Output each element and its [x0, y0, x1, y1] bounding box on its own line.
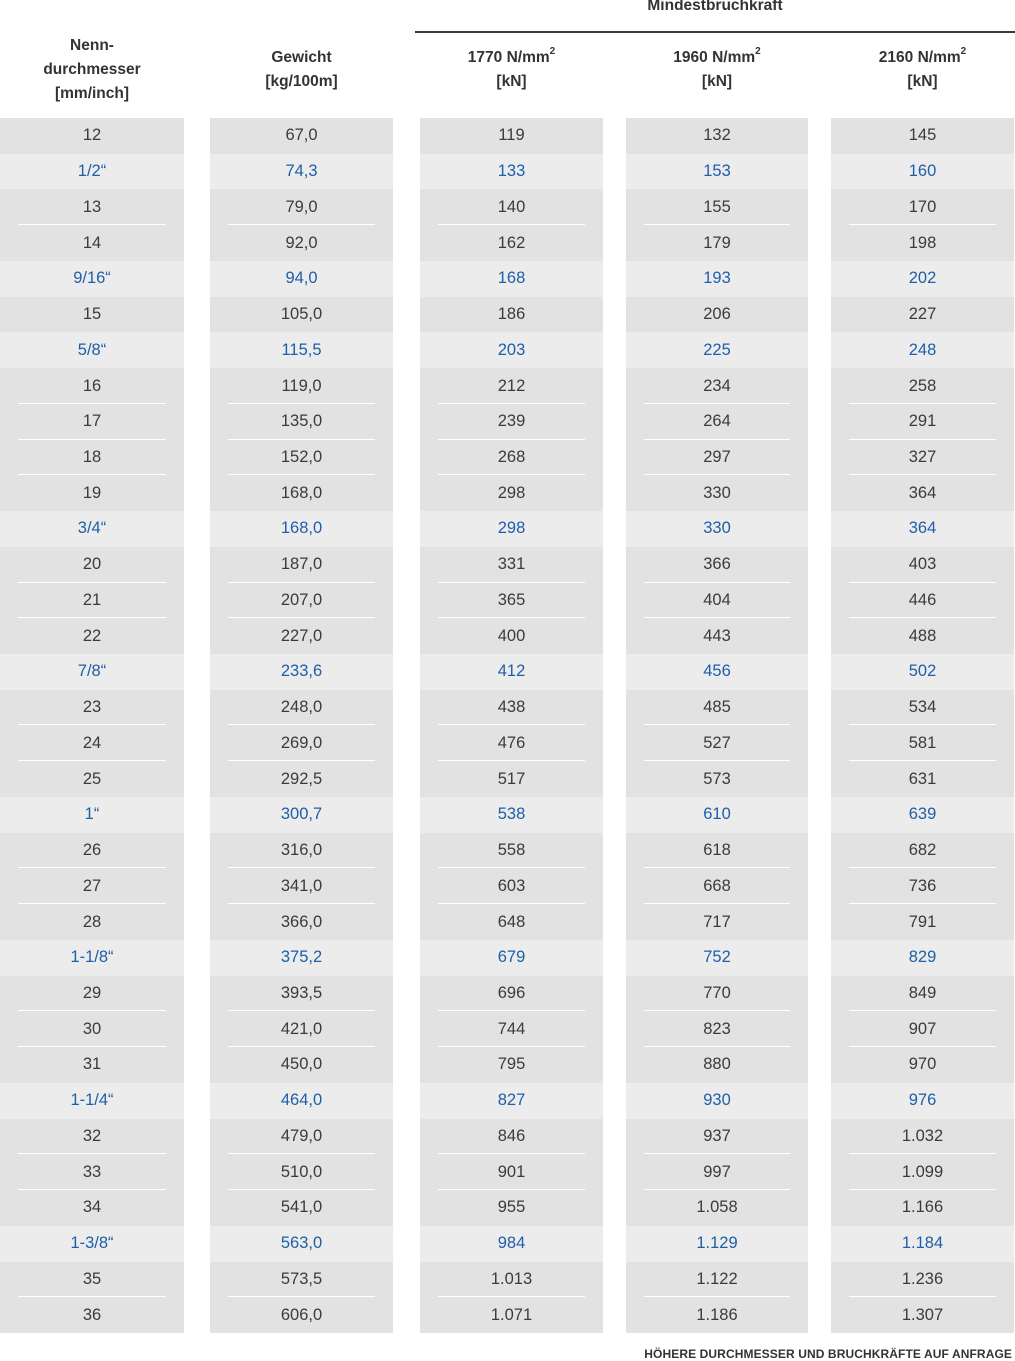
table-cell: 9/16“ [0, 261, 184, 297]
table-cell: 24 [0, 725, 184, 761]
table-cell: 15 [0, 297, 184, 333]
table-cell: 606,0 [210, 1297, 393, 1333]
table-cell: 207,0 [210, 583, 393, 619]
table-cell: 827 [420, 1083, 603, 1119]
table-cell: 603 [420, 868, 603, 904]
column-header-line [907, 70, 937, 94]
table-cell: 955 [420, 1190, 603, 1226]
table-cell: 23 [0, 690, 184, 726]
table-cell: 364 [831, 511, 1014, 547]
table-cell: 297 [626, 440, 808, 476]
table-cell: 258 [831, 368, 1014, 404]
table-cell: 1.099 [831, 1154, 1014, 1190]
table-cell: 846 [420, 1119, 603, 1155]
table-cell: 668 [626, 868, 808, 904]
table-cell: 997 [626, 1154, 808, 1190]
table-cell: 502 [831, 654, 1014, 690]
unit-superscript: 2 [960, 45, 967, 57]
table-cell: 517 [420, 761, 603, 797]
column-header-line [70, 34, 114, 58]
table-cell: 187,0 [210, 547, 393, 583]
table-cell: 21 [0, 583, 184, 619]
table-cell: 1/2“ [0, 154, 184, 190]
column-header-text: [kN] [701, 73, 733, 90]
column-header-bruchkraft-2160 [831, 30, 1014, 110]
table-cell: 162 [420, 225, 603, 261]
table-cell: 364 [831, 475, 1014, 511]
table-cell: 443 [626, 618, 808, 654]
column-header-line [265, 70, 337, 94]
table-cell: 400 [420, 618, 603, 654]
column-header-text: [mm/inch] [54, 85, 130, 102]
table-cell: 35 [0, 1262, 184, 1298]
table-cell: 168,0 [210, 511, 393, 547]
table-cell: 152,0 [210, 440, 393, 476]
table-cell: 233,6 [210, 654, 393, 690]
table-cell: 1.236 [831, 1262, 1014, 1298]
table-cell: 573,5 [210, 1262, 393, 1298]
column-gewicht [210, 118, 393, 1333]
table-cell: 7/8“ [0, 654, 184, 690]
table-cell: 74,3 [210, 154, 393, 190]
unit-superscript: 2 [549, 45, 556, 57]
column-header-line [496, 70, 526, 94]
table-cell: 133 [420, 154, 603, 190]
column-bruchkraft-2160 [831, 118, 1014, 1333]
table-cell: 248,0 [210, 690, 393, 726]
table-cell: 907 [831, 1011, 1014, 1047]
table-cell: 198 [831, 225, 1014, 261]
table-cell: 1.186 [626, 1297, 808, 1333]
table-cell: 679 [420, 940, 603, 976]
table-cell: 186 [420, 297, 603, 333]
table-cell: 331 [420, 547, 603, 583]
table-cell: 105,0 [210, 297, 393, 333]
table-cell: 20 [0, 547, 184, 583]
table-cell: 823 [626, 1011, 808, 1047]
table-cell: 1.129 [626, 1226, 808, 1262]
table-cell: 33 [0, 1154, 184, 1190]
table-cell: 421,0 [210, 1011, 393, 1047]
table-cell: 19 [0, 475, 184, 511]
column-header-line [55, 82, 129, 106]
table-cell: 1“ [0, 797, 184, 833]
table-cell: 298 [420, 475, 603, 511]
table-cell: 31 [0, 1047, 184, 1083]
table-cell: 563,0 [210, 1226, 393, 1262]
table-cell: 29 [0, 976, 184, 1012]
column-header-text: 1770 N/mm [467, 49, 550, 66]
table-cell: 3/4“ [0, 511, 184, 547]
table-cell: 193 [626, 261, 808, 297]
table-cell: 618 [626, 833, 808, 869]
table-cell: 316,0 [210, 833, 393, 869]
column-header-text: durchmesser [43, 61, 141, 78]
table-cell: 412 [420, 654, 603, 690]
column-header-line [468, 46, 555, 70]
column-header-text: 2160 N/mm [878, 49, 961, 66]
table-cell: 930 [626, 1083, 808, 1119]
table-cell: 14 [0, 225, 184, 261]
column-header-line [673, 46, 760, 70]
table-cell: 901 [420, 1154, 603, 1190]
table-cell: 581 [831, 725, 1014, 761]
column-header-line [43, 58, 140, 82]
group-header-mindestbruchkraft: Mindestbruchkraft [647, 0, 783, 14]
table-cell: 170 [831, 189, 1014, 225]
table-cell: 16 [0, 368, 184, 404]
table-cell: 1.307 [831, 1297, 1014, 1333]
table-cell: 485 [626, 690, 808, 726]
table-cell: 404 [626, 583, 808, 619]
column-header-line [271, 46, 331, 70]
table-cell: 32 [0, 1119, 184, 1155]
table-cell: 736 [831, 868, 1014, 904]
table-cell: 330 [626, 511, 808, 547]
table-cell: 639 [831, 797, 1014, 833]
table-cell: 291 [831, 404, 1014, 440]
table-cell: 341,0 [210, 868, 393, 904]
column-bruchkraft-1960 [626, 118, 808, 1333]
table-cell: 1.184 [831, 1226, 1014, 1262]
table-cell: 456 [626, 654, 808, 690]
table-cell: 717 [626, 904, 808, 940]
table-cell: 330 [626, 475, 808, 511]
table-cell: 327 [831, 440, 1014, 476]
table-cell: 115,5 [210, 332, 393, 368]
table-cell: 1.166 [831, 1190, 1014, 1226]
table-cell: 880 [626, 1047, 808, 1083]
table-cell: 366,0 [210, 904, 393, 940]
table-cell: 34 [0, 1190, 184, 1226]
table-cell: 1.032 [831, 1119, 1014, 1155]
table-cell: 527 [626, 725, 808, 761]
table-cell: 1-3/8“ [0, 1226, 184, 1262]
table-cell: 264 [626, 404, 808, 440]
table-cell: 234 [626, 368, 808, 404]
table-cell: 1.058 [626, 1190, 808, 1226]
table-cell: 28 [0, 904, 184, 940]
table-cell: 140 [420, 189, 603, 225]
table-cell: 510,0 [210, 1154, 393, 1190]
unit-superscript: 2 [755, 45, 761, 57]
table-cell: 36 [0, 1297, 184, 1333]
table-cell: 976 [831, 1083, 1014, 1119]
table-cell: 610 [626, 797, 808, 833]
table-cell: 160 [831, 154, 1014, 190]
table-cell: 366 [626, 547, 808, 583]
column-header-text: [kN] [496, 73, 527, 90]
table-cell: 179 [626, 225, 808, 261]
table-cell: 298 [420, 511, 603, 547]
table-cell: 393,5 [210, 976, 393, 1012]
column-header-gewicht [210, 30, 393, 110]
table-cell: 212 [420, 368, 603, 404]
table-cell: 92,0 [210, 225, 393, 261]
table-cell: 12 [0, 118, 184, 154]
table-cell: 446 [831, 583, 1014, 619]
table-cell: 1-1/8“ [0, 940, 184, 976]
table-cell: 1.071 [420, 1297, 603, 1333]
table-cell: 67,0 [210, 118, 393, 154]
table-cell: 203 [420, 332, 603, 368]
table-cell: 168,0 [210, 475, 393, 511]
table-cell: 268 [420, 440, 603, 476]
column-header-line [879, 46, 966, 70]
column-header-text: [kg/100m] [265, 73, 338, 90]
table-cell: 153 [626, 154, 808, 190]
table-cell: 119 [420, 118, 603, 154]
table-cell: 17 [0, 404, 184, 440]
table-cell: 365 [420, 583, 603, 619]
column-header-text: Gewicht [271, 49, 332, 66]
column-header-bruchkraft-1770 [420, 30, 603, 110]
table-cell: 984 [420, 1226, 603, 1262]
column-bruchkraft-1770 [420, 118, 603, 1333]
table-cell: 1.013 [420, 1262, 603, 1298]
table-cell: 132 [626, 118, 808, 154]
table-cell: 119,0 [210, 368, 393, 404]
table-cell: 1-1/4“ [0, 1083, 184, 1119]
table-cell: 795 [420, 1047, 603, 1083]
table-cell: 829 [831, 940, 1014, 976]
table-cell: 770 [626, 976, 808, 1012]
table-cell: 752 [626, 940, 808, 976]
column-header-nenndurchmesser [0, 30, 184, 110]
table-cell: 464,0 [210, 1083, 393, 1119]
table-cell: 206 [626, 297, 808, 333]
footer-note: HÖHERE DURCHMESSER UND BRUCHKRÄFTE AUF ANFRAGE [644, 1347, 1012, 1361]
table-cell: 79,0 [210, 189, 393, 225]
table-cell: 648 [420, 904, 603, 940]
table-cell: 450,0 [210, 1047, 393, 1083]
table-cell: 269,0 [210, 725, 393, 761]
table-cell: 26 [0, 833, 184, 869]
table-cell: 248 [831, 332, 1014, 368]
table-cell: 145 [831, 118, 1014, 154]
table-cell: 5/8“ [0, 332, 184, 368]
table-cell: 13 [0, 189, 184, 225]
column-header-bruchkraft-1960 [626, 30, 808, 110]
column-header-text: Nenn- [70, 37, 114, 54]
table-cell: 135,0 [210, 404, 393, 440]
table-cell: 682 [831, 833, 1014, 869]
column-header-text: 1960 N/mm [673, 49, 756, 66]
table-cell: 30 [0, 1011, 184, 1047]
table-cell: 488 [831, 618, 1014, 654]
column-nenndurchmesser [0, 118, 184, 1333]
table-cell: 744 [420, 1011, 603, 1047]
table-cell: 558 [420, 833, 603, 869]
table-cell: 696 [420, 976, 603, 1012]
table-cell: 479,0 [210, 1119, 393, 1155]
table-cell: 970 [831, 1047, 1014, 1083]
table-cell: 22 [0, 618, 184, 654]
table-cell: 94,0 [210, 261, 393, 297]
table-cell: 25 [0, 761, 184, 797]
table-cell: 541,0 [210, 1190, 393, 1226]
table-cell: 168 [420, 261, 603, 297]
table-cell: 18 [0, 440, 184, 476]
table-cell: 375,2 [210, 940, 393, 976]
table-cell: 300,7 [210, 797, 393, 833]
column-header-text: [kN] [907, 73, 938, 90]
table-cell: 849 [831, 976, 1014, 1012]
table-cell: 292,5 [210, 761, 393, 797]
table-cell: 227,0 [210, 618, 393, 654]
table-cell: 155 [626, 189, 808, 225]
table-cell: 538 [420, 797, 603, 833]
table-cell: 1.122 [626, 1262, 808, 1298]
table-cell: 573 [626, 761, 808, 797]
table-cell: 937 [626, 1119, 808, 1155]
table-cell: 239 [420, 404, 603, 440]
table-cell: 438 [420, 690, 603, 726]
table-cell: 403 [831, 547, 1014, 583]
column-header-line [702, 70, 732, 94]
table-cell: 631 [831, 761, 1014, 797]
table-cell: 227 [831, 297, 1014, 333]
table-cell: 202 [831, 261, 1014, 297]
table-cell: 225 [626, 332, 808, 368]
table-cell: 476 [420, 725, 603, 761]
table-cell: 27 [0, 868, 184, 904]
table-cell: 534 [831, 690, 1014, 726]
table-cell: 791 [831, 904, 1014, 940]
